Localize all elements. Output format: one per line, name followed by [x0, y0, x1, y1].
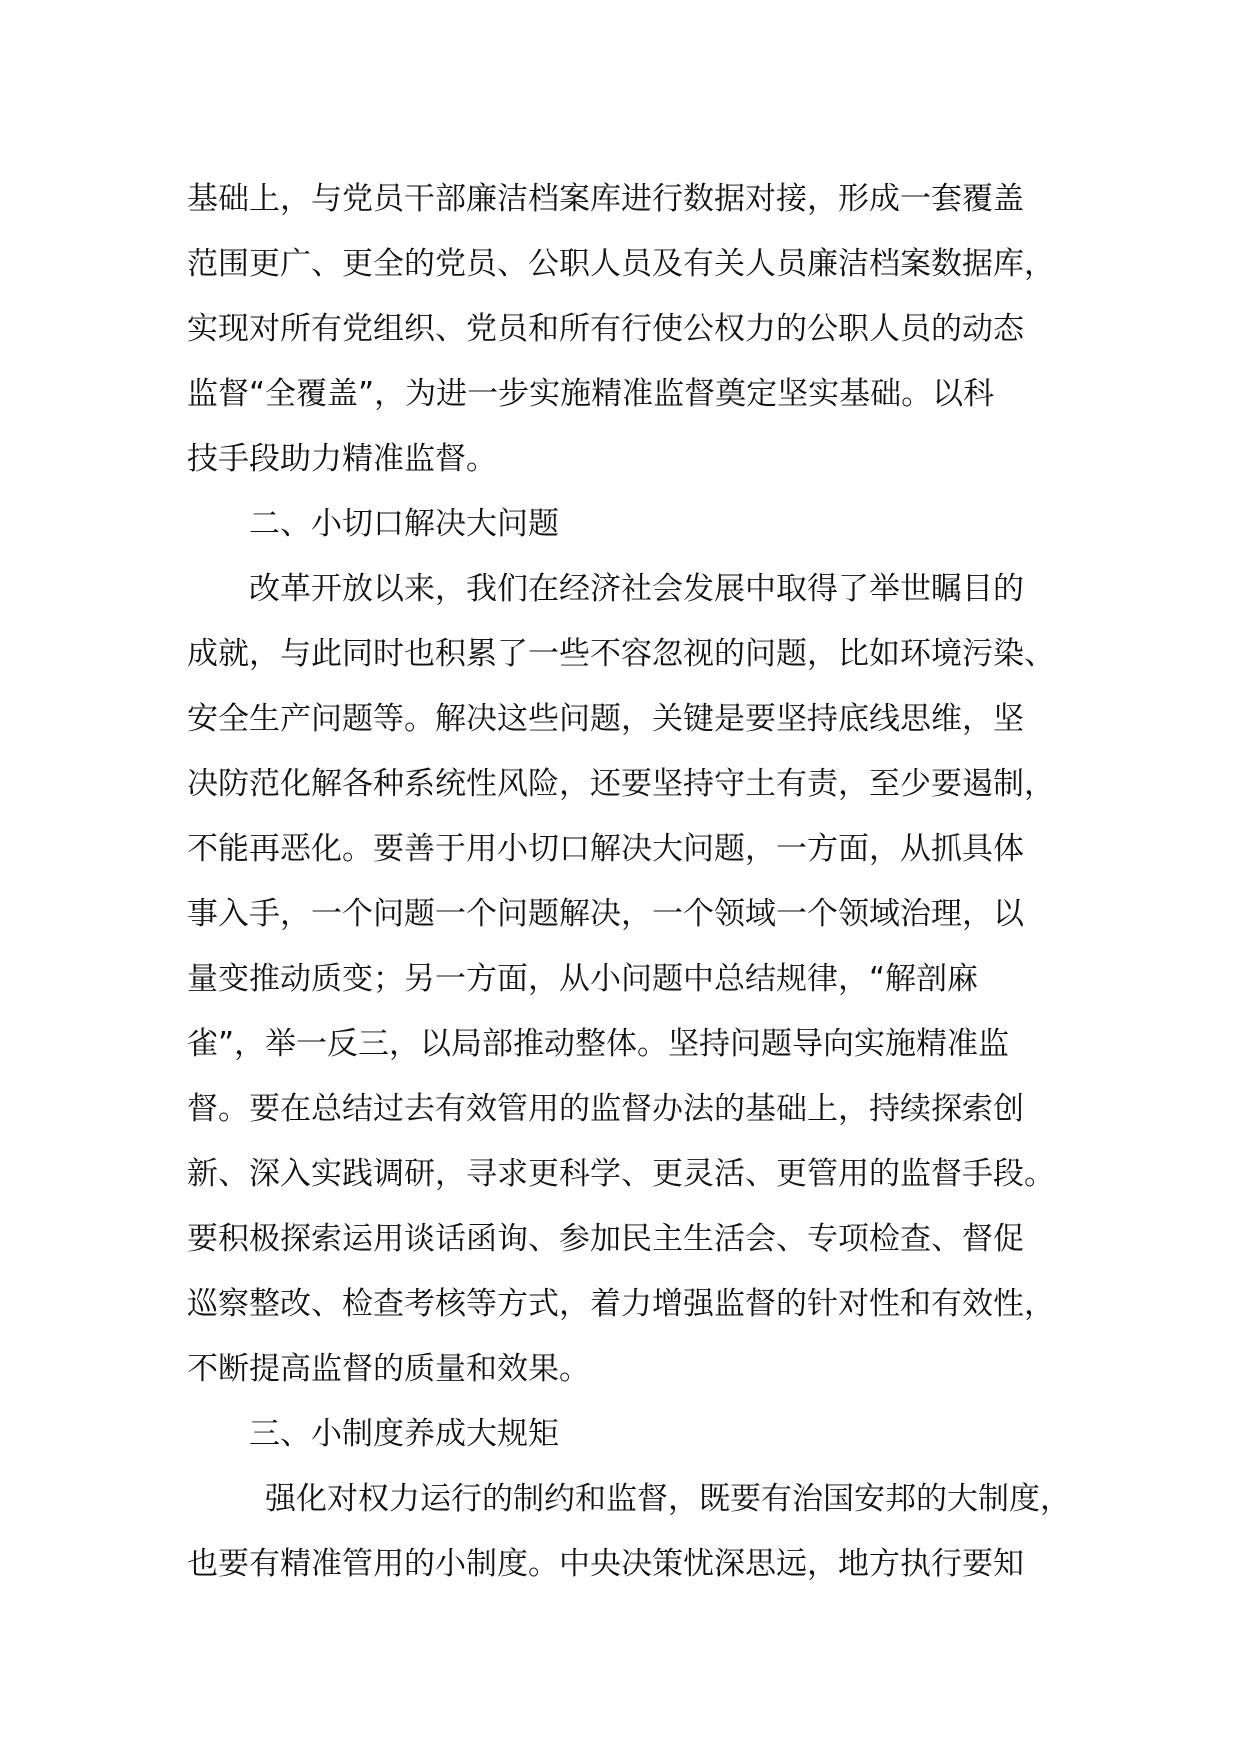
paragraph-line: 决防范化解各种系统性风险，还要坚持守土有责，至少要遏制，	[187, 766, 1055, 802]
section-heading: 二、小切口解决大问题	[249, 506, 559, 542]
paragraph-line: 监督“全覆盖”，为进一步实施精准监督奠定坚实基础。以科	[187, 376, 995, 412]
paragraph-line: 技手段助力精准监督。	[187, 441, 497, 477]
section-heading: 三、小制度养成大规矩	[249, 1416, 559, 1452]
paragraph-line: 也要有精准管用的小制度。中央决策忧深思远，地方执行要知	[187, 1546, 1024, 1582]
paragraph-line: 改革开放以来，我们在经济社会发展中取得了举世瞩目的	[249, 571, 1024, 607]
paragraph-line: 事入手，一个问题一个问题解决，一个领域一个领域治理，以	[187, 896, 1024, 932]
paragraph-line: 范围更广、更全的党员、公职人员及有关人员廉洁档案数据库，	[187, 246, 1055, 282]
paragraph-line: 不能再恶化。要善于用小切口解决大问题，一方面，从抓具体	[187, 831, 1024, 867]
paragraph-line: 要积极探索运用谈话函询、参加民主生活会、专项检查、督促	[187, 1221, 1024, 1257]
paragraph-line: 督。要在总结过去有效管用的监督办法的基础上，持续探索创	[187, 1091, 1024, 1127]
paragraph-line: 实现对所有党组织、党员和所有行使公权力的公职人员的动态	[187, 311, 1024, 347]
paragraph-line: 新、深入实践调研，寻求更科学、更灵活、更管用的监督手段。	[187, 1156, 1055, 1192]
paragraph-line: 成就，与此同时也积累了一些不容忽视的问题，比如环境污染、	[187, 636, 1055, 672]
paragraph-line: 基础上，与党员干部廉洁档案库进行数据对接，形成一套覆盖	[187, 181, 1024, 217]
document-body	[187, 167, 1082, 1597]
paragraph-line: 不断提高监督的质量和效果。	[187, 1351, 590, 1387]
paragraph-line: 巡察整改、检查考核等方式，着力增强监督的针对性和有效性，	[187, 1286, 1055, 1322]
paragraph-line: 雀”，举一反三，以局部推动整体。坚持问题导向实施精准监	[187, 1026, 1010, 1062]
paragraph-line: 安全生产问题等。解决这些问题，关键是要坚持底线思维，坚	[187, 701, 1024, 737]
paragraph-line: 强化对权力运行的制约和监督，既要有治国安邦的大制度，	[265, 1481, 1071, 1517]
paragraph-line: 量变推动质变；另一方面，从小问题中总结规律，“解剖麻	[187, 961, 979, 997]
